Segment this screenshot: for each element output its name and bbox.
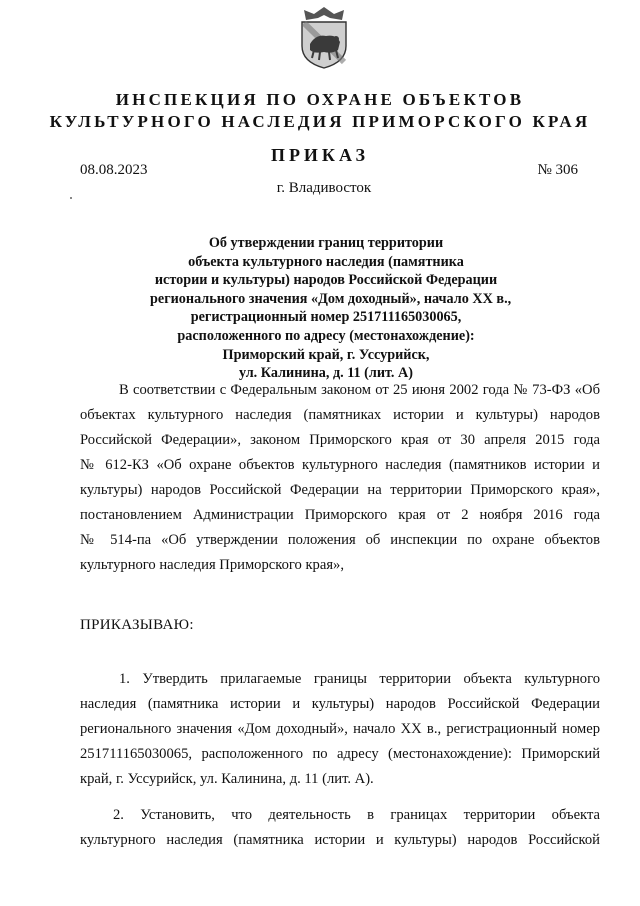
title-line: Об утверждении границ территории (208, 235, 444, 251)
title-line: регистрационный номер 251711165030065, (190, 309, 462, 326)
decree-word: ПРИКАЗЫВАЮ: (80, 617, 194, 633)
preamble-line: культуры) народов Российской Федерации на территории Приморского края», (80, 482, 600, 498)
item-line: край, г. Уссурийск, ул. Калинина, д. 11 (лит. А). (80, 771, 374, 787)
title-line: расположенного по адресу (местонахождение): (177, 327, 475, 344)
item-line: 1. Утвердить прилагаемые границы территории объекта культурного (119, 671, 600, 687)
preamble-line: культурного наследия Приморского края», (80, 557, 344, 573)
item-line: 251711165030065, расположенного по адресу (местонахождение): Приморский (80, 746, 600, 762)
preamble-line: Российской Федерации», законом Приморского края от 30 апреля 2015 года (80, 432, 600, 448)
document-city: г. Владивосток (276, 180, 372, 196)
item-2-paragraph (80, 803, 600, 853)
document-type: ПРИКАЗ (270, 145, 370, 165)
item-line: 2. Установить, что деятельность в границах территории объекта (113, 807, 600, 823)
title-line: регионального значения «Дом доходный», начало XX в., (150, 290, 512, 307)
item-line: регионального значения «Дом доходный», начало XX в., регистрационный номер (80, 721, 600, 737)
preamble-line: № 514-па «Об утверждении положения об инспекции по охране объектов (80, 532, 600, 548)
organization-name-line2: КУЛЬТУРНОГО НАСЛЕДИЯ ПРИМОРСКОГО КРАЯ (49, 112, 591, 131)
item-line: наследия (памятника истории и культуры) народов Российской Федерации (80, 696, 600, 712)
title-line: Приморский край, г. Уссурийск, (222, 346, 430, 363)
document-number: № 306 (537, 162, 578, 178)
preamble-line: объектах культурного наследия (памятниках истории и культуры) народов (80, 407, 600, 423)
document-title (150, 234, 512, 383)
preamble-line: № 612-КЗ «Об охране объектов культурного наследия (памятников истории и (80, 457, 600, 473)
scan-dot (70, 197, 72, 199)
primorsky-krai-coat-of-arms-icon (296, 6, 352, 70)
item-1-paragraph (80, 667, 600, 792)
organization-name-line1: ИНСПЕКЦИЯ ПО ОХРАНЕ ОБЪЕКТОВ (115, 90, 525, 109)
title-line: истории и культуры) народов Российской Федерации (154, 272, 498, 289)
item-line: культурного наследия (памятника истории и культуры) народов Российской (80, 832, 600, 848)
preamble-line: постановлением Администрации Приморского края от 2 ноября 2016 года (80, 507, 600, 523)
title-line: объекта культурного наследия (памятника (188, 253, 464, 270)
document-date: 08.08.2023 (80, 162, 148, 178)
title-line: ул. Калинина, д. 11 (лит. А) (238, 365, 413, 382)
preamble-paragraph (80, 378, 600, 578)
preamble-line: В соответствии с Федеральным законом от 25 июня 2002 года № 73-ФЗ «Об (119, 382, 600, 398)
